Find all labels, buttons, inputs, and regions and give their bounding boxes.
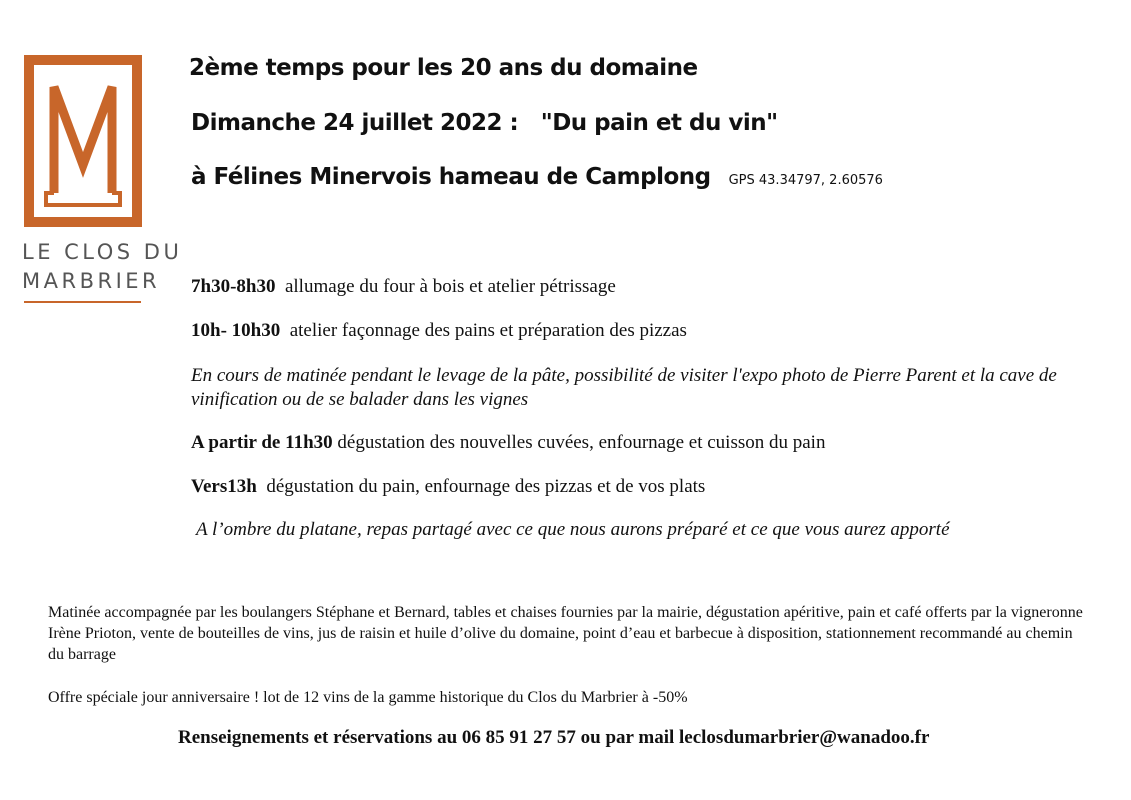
logo-line-2: MARBRIER bbox=[22, 269, 161, 293]
event-location bbox=[191, 164, 883, 190]
practical-info: Matinée accompagnée par les boulangers Stéphane et Bernard, tables et chaises fournies par la mairie, dégustation apéritive, pain et café offerts par la vigneronne Irène Prioton, vente de bouteilles de vins, jus de raisin et huile d’olive du domaine, point d’eau et barbecue à disposition, stationnement recommandé au chemin du barrage bbox=[48, 604, 1083, 663]
program-item-3 bbox=[191, 432, 825, 454]
program-time: 7h30-8h30 bbox=[191, 276, 276, 297]
logo-line-1: LE CLOS DU bbox=[22, 240, 183, 264]
special-offer: Offre spéciale jour anniversaire ! lot de 12 vins de la gamme historique du Clos du Marbrier à -50% bbox=[48, 689, 688, 706]
program-note-1: En cours de matinée pendant le levage de la pâte, possibilité de visiter l'expo photo de Pierre Parent et la cave de vinification ou de se balader dans les vignes bbox=[191, 365, 1057, 410]
program-time: 10h- 10h30 bbox=[191, 320, 281, 341]
event-heading: 2ème temps pour les 20 ans du domaine bbox=[189, 55, 698, 81]
contact-line: Renseignements et réservations au 06 85 91 27 57 ou par mail leclosdumarbrier@wanadoo.fr bbox=[178, 727, 930, 748]
logo-wordmark bbox=[22, 238, 183, 296]
program-text: dégustation des nouvelles cuvées, enfournage et cuisson du pain bbox=[337, 432, 826, 453]
location-text: à Félines Minervois hameau de Camplong bbox=[191, 164, 711, 190]
program-text: dégustation du pain, enfournage des pizzas et de vos plats bbox=[266, 476, 706, 497]
program-time: A partir de 11h30 bbox=[191, 432, 333, 453]
program-text: atelier façonnage des pains et préparation des pizzas bbox=[289, 320, 687, 341]
logo-rule bbox=[24, 301, 141, 303]
logo-mark bbox=[24, 55, 142, 227]
program-note-2: A l’ombre du platane, repas partagé avec ce que nous aurons préparé et ce que vous aurez apporté bbox=[196, 519, 950, 540]
program-item-1 bbox=[191, 276, 616, 298]
program-text: allumage du four à bois et atelier pétrissage bbox=[284, 276, 616, 297]
program-item-2 bbox=[191, 320, 687, 342]
event-date-title: Dimanche 24 juillet 2022 : "Du pain et du vin" bbox=[191, 110, 778, 136]
gps-coordinates: GPS 43.34797, 2.60576 bbox=[728, 173, 883, 188]
program-time: Vers13h bbox=[191, 476, 257, 497]
program-item-4 bbox=[191, 476, 705, 498]
